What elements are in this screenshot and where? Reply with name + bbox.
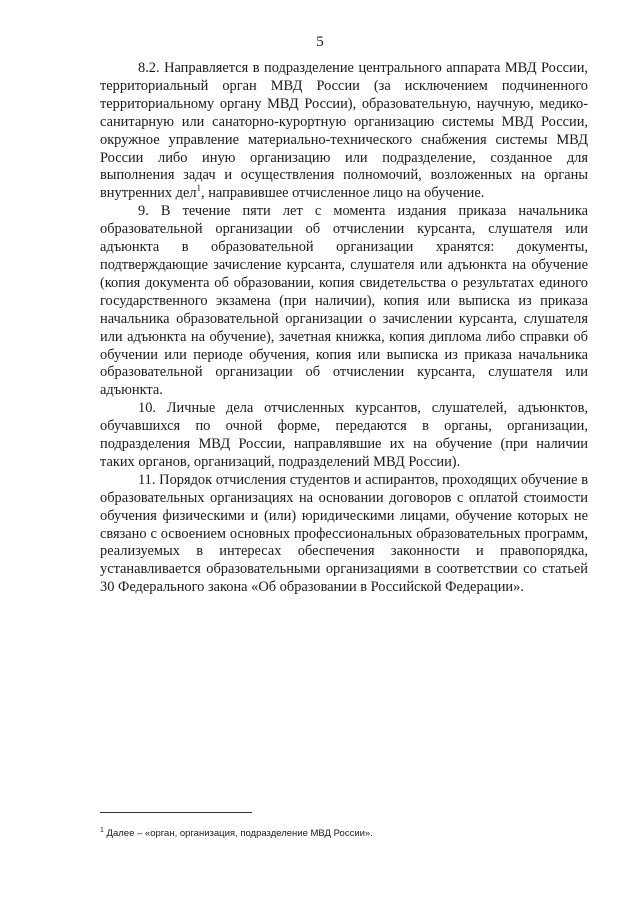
- document-body: [100, 60, 588, 597]
- footnote-marker: 1: [100, 827, 104, 834]
- paragraph-8-2: [100, 60, 588, 203]
- paragraph-11: 11. Порядок отчисления студентов и аспирантов, проходящих обучение в образовательных организациях на основании договоров с оплатой стоимости обучения физическими и (или) юридическими лицами, обучение которых не связано с освоением основных профессиональных образовательных программ, реализуемых в интересах обеспечения законности и правопорядка, устанавливается образовательными организациями в соответствии со статьей 30 Федерального закона «Об образовании в Российской Федерации».: [100, 471, 588, 596]
- footnote-separator: [100, 812, 252, 813]
- footnote-text: Далее – «орган, организация, подразделение МВД России».: [103, 828, 373, 840]
- footnote-reference: 1: [196, 183, 202, 194]
- paragraph-9: 9. В течение пяти лет с момента издания приказа начальника образовательной организации об отчислении курсанта, слушателя или адъюнкта в образовательной организации хранятся: документы, подтверждающие зачисление курсанта, слушателя или адъюнкта на обучение (копия документа об образовании, копия свидетельства о результатах единого государственного экзамена (при наличии), копия или выписка из приказа начальника образовательной организации о зачислении курсанта, слушателя или адъюнкта на обучение), зачетная книжка, копия диплома либо справки об обучении или периоде обучения, копия или выписка из приказа начальника образовательной организации об отчислении курсанта, слушателя или адъюнкта.: [100, 203, 588, 399]
- paragraph-10: 10. Личные дела отчисленных курсантов, слушателей, адъюнктов, обучавшихся по очной форме, передаются в органы, организации, подразделения МВД России, направлявшие их на обучение (при наличии таких органов, организаций, подразделений МВД России).: [100, 400, 588, 470]
- paragraph-text-continued: , направившее отчисленное лицо на обучение.: [201, 185, 485, 202]
- paragraph-text: 8.2. Направляется в подразделение центрального аппарата МВД России, территориальный орган МВД России (за исключением подчиненного территориальному органу МВД России), образовательную, научную, медико-санитарную или санаторно-курортную организацию системы МВД России, окружное управление материально-технического снабжения системы МВД России либо иную организацию или подразделение, созданное для выполнения задач и осуществления полномочий, возложенных на органы внутренних дел: [100, 60, 588, 202]
- footnote: [100, 825, 588, 840]
- page-number: 5: [316, 34, 324, 50]
